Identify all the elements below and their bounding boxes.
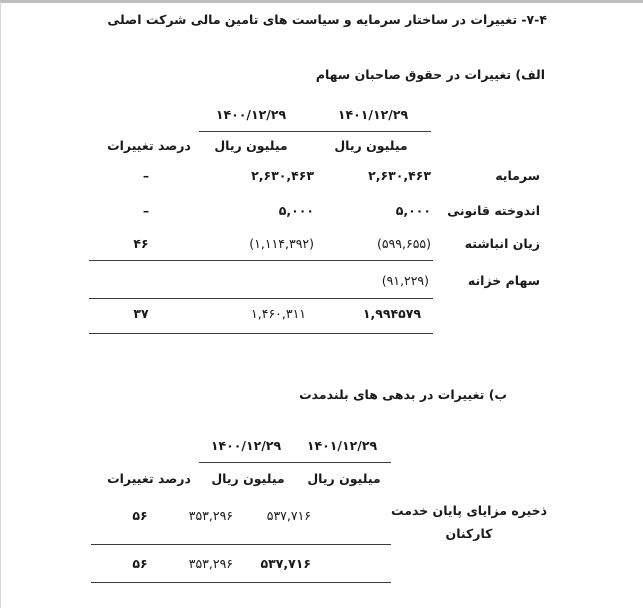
tableB-total-pct: ۵۶ (132, 556, 148, 571)
tableA-row-capital-current: ۲,۶۳۰,۴۶۳ (368, 168, 431, 183)
tableB-date-prior: ۱۴۰۰/۱۲/۲۹ (210, 438, 282, 453)
tableB-header-rule (199, 462, 391, 463)
tableA-row-legal-reserve-label: اندوخته قانونی (447, 203, 540, 218)
tableB-pct-header: درصد تغییرات (107, 471, 191, 486)
tableA-total-prior: ۱,۴۶۰,۳۱۱ (251, 306, 306, 321)
tableB-row-eos-benefits-label: ذخیره مزایای پایان خدمت کارکنان (390, 503, 548, 541)
tableB-unit-current: میلیون ریال (307, 471, 381, 486)
tableA-row-accumulated-loss-current: (۵۹۹,۶۵۵) (376, 236, 431, 251)
tableB-unit-prior: میلیون ریال (211, 471, 285, 486)
tableA-unit-prior: میلیون ریال (214, 138, 288, 153)
tableA-row-accumulated-loss-prior: (۱,۱۱۴,۳۹۲) (249, 236, 314, 251)
tableA-row-treasury-shares-current: (۹۱,۲۲۹) (381, 273, 429, 288)
section-b-heading: ب) تغییرات در بدهی های بلندمدت (299, 387, 507, 402)
tableA-row-accumulated-loss-label: زیان انباشته (464, 236, 540, 251)
tableA-row-capital-label: سرمایه (495, 168, 540, 183)
tableB-total-prior: ۳۵۳,۲۹۶ (188, 556, 233, 571)
tableA-row-legal-reserve-current: ۵,۰۰۰ (395, 203, 431, 218)
tableA-pct-header: درصد تغییرات (107, 138, 191, 153)
tableB-row-eos-benefits-current: ۵۳۷,۷۱۶ (266, 508, 311, 523)
tableA-rule-2 (89, 298, 433, 299)
tableA-unit-current: میلیون ریال (334, 138, 408, 153)
tableA-rule-1 (89, 260, 433, 261)
tableA-rule-bottom (89, 333, 433, 334)
tableA-date-prior: ۱۴۰۰/۱۲/۲۹ (215, 107, 287, 122)
tableA-row-legal-reserve-pct: – (142, 203, 150, 218)
tableA-date-current: ۱۴۰۱/۱۲/۲۹ (337, 107, 409, 122)
tableA-total-current: ۱,۹۹۴۵۷۹ (362, 306, 421, 321)
tableA-row-treasury-shares-label: سهام خزانه (467, 273, 540, 288)
tableB-total-current: ۵۳۷,۷۱۶ (260, 556, 311, 571)
tableB-rule-bottom (91, 582, 391, 583)
tableB-row-eos-benefits-prior: ۳۵۳,۲۹۶ (188, 508, 233, 523)
tableB-rule-1 (91, 544, 391, 545)
page-title: ۷-۴- تغییرات در ساختار سرمایه و سیاست های تامین مالی شرکت اصلی (107, 12, 547, 27)
tableA-row-capital-prior: ۲,۶۳۰,۴۶۳ (251, 168, 314, 183)
tableA-row-capital-pct: – (142, 168, 150, 183)
tableA-header-rule (199, 131, 431, 132)
tableA-row-legal-reserve-prior: ۵,۰۰۰ (278, 203, 314, 218)
tableB-date-current: ۱۴۰۱/۱۲/۲۹ (306, 438, 378, 453)
tableA-row-accumulated-loss-pct: ۴۶ (133, 236, 149, 251)
tableB-row-eos-benefits-pct: ۵۶ (132, 508, 148, 523)
tableA-total-pct: ۳۷ (133, 306, 149, 321)
section-a-heading: الف) تغییرات در حقوق صاحبان سهام (315, 67, 545, 82)
